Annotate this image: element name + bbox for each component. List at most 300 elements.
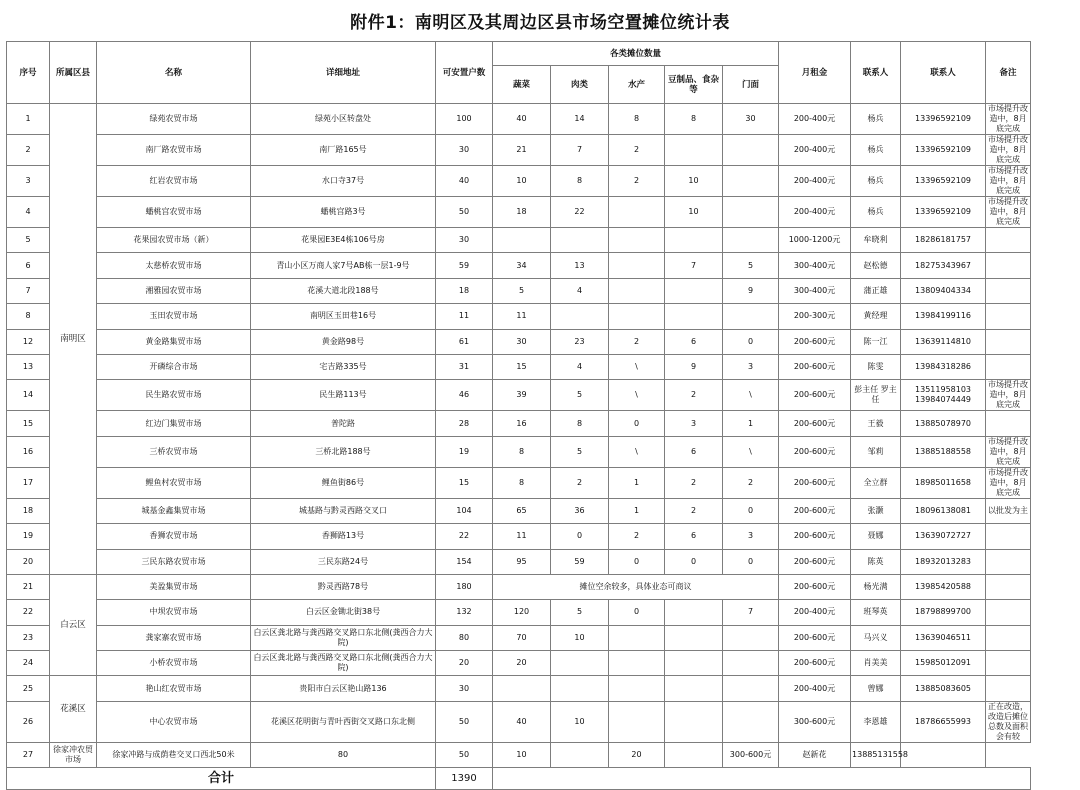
cell-meat: 10 — [551, 625, 609, 650]
total-value: 1390 — [436, 768, 493, 790]
cell-name: 美盈集贸市场 — [97, 574, 251, 599]
cell-remark — [986, 549, 1031, 574]
cell-remark — [901, 742, 986, 767]
cell-address: 绿苑小区转盘处 — [251, 104, 436, 135]
cell-meat — [551, 228, 609, 253]
cell-aquatic — [609, 228, 665, 253]
cell-contact: 陈一江 — [851, 329, 901, 354]
cell-tofu: 6 — [665, 329, 723, 354]
header-row-top — [7, 42, 1031, 66]
cell-capacity: 40 — [436, 166, 493, 197]
cell-tofu: 8 — [665, 104, 723, 135]
cell-address: 三桥北路188号 — [251, 436, 436, 467]
cell-seq: 2 — [7, 135, 50, 166]
table-row — [7, 574, 1031, 599]
cell-address: 花果园E3E4栋106号房 — [251, 228, 436, 253]
cell-phone: 13639046511 — [901, 625, 986, 650]
cell-capacity: 20 — [436, 651, 493, 676]
table-row — [7, 701, 1031, 742]
cell-meat: 23 — [551, 329, 609, 354]
cell-meat: 36 — [551, 498, 609, 523]
cell-name: 中心农贸市场 — [97, 701, 251, 742]
cell-veg: 34 — [493, 253, 551, 278]
cell-shopfront: \ — [723, 436, 779, 467]
cell-seq: 19 — [7, 524, 50, 549]
cell-capacity: 11 — [436, 304, 493, 329]
cell-shopfront: 7 — [723, 600, 779, 625]
cell-address: 三民东路24号 — [251, 549, 436, 574]
cell-capacity: 22 — [436, 524, 493, 549]
cell-name: 湘雅园农贸市场 — [97, 278, 251, 303]
cell-phone: 13984318286 — [901, 354, 986, 379]
cell-rent: 1000-1200元 — [779, 228, 851, 253]
cell-rent: 200-400元 — [779, 676, 851, 701]
cell-phone: 13639072727 — [901, 524, 986, 549]
cell-rent: 200-400元 — [779, 600, 851, 625]
cell-aquatic — [609, 701, 665, 742]
cell-address: 鲤鱼街86号 — [251, 467, 436, 498]
cell-address: 青山小区万商人家7号AB栋一层1-9号 — [251, 253, 436, 278]
cell-aquatic — [609, 651, 665, 676]
cell-tofu: 3 — [665, 411, 723, 436]
cell-aquatic — [609, 278, 665, 303]
table-row — [7, 436, 1031, 467]
cell-name: 徐家冲农贸市场 — [50, 742, 97, 767]
cell-name: 民生路农贸市场 — [97, 380, 251, 411]
cell-veg: 39 — [493, 380, 551, 411]
cell-veg: 10 — [493, 166, 551, 197]
cell-rent: 200-600元 — [779, 574, 851, 599]
cell-meat: 8 — [551, 166, 609, 197]
cell-phone: 18786655993 — [901, 701, 986, 742]
cell-veg — [493, 228, 551, 253]
cell-meat: 0 — [551, 524, 609, 549]
cell-tofu — [665, 701, 723, 742]
cell-name: 太慈桥农贸市场 — [97, 253, 251, 278]
table-row — [7, 549, 1031, 574]
table-row — [7, 411, 1031, 436]
cell-meat: 8 — [551, 411, 609, 436]
cell-shopfront — [723, 701, 779, 742]
cell-tofu — [665, 600, 723, 625]
cell-name: 开磷综合市场 — [97, 354, 251, 379]
cell-name: 南厂路农贸市场 — [97, 135, 251, 166]
cell-shopfront — [723, 135, 779, 166]
cell-rent: 200-400元 — [779, 104, 851, 135]
cell-capacity: 46 — [436, 380, 493, 411]
cell-meat: 14 — [551, 104, 609, 135]
table-row — [7, 135, 1031, 166]
cell-name: 玉田农贸市场 — [97, 304, 251, 329]
cell-contact: 肖美美 — [851, 651, 901, 676]
table-row — [7, 253, 1031, 278]
cell-remark — [986, 253, 1031, 278]
cell-remark — [986, 278, 1031, 303]
table-row — [7, 354, 1031, 379]
cell-phone: 18275343967 — [901, 253, 986, 278]
cell-name: 龚家寨农贸市场 — [97, 625, 251, 650]
cell-tofu: 2 — [665, 467, 723, 498]
cell-meat — [551, 676, 609, 701]
cell-capacity: 100 — [436, 104, 493, 135]
table-row — [7, 467, 1031, 498]
cell-contact: 杨兵 — [851, 104, 901, 135]
cell-aquatic — [609, 625, 665, 650]
cell-seq: 4 — [7, 197, 50, 228]
cell-rent: 200-600元 — [779, 651, 851, 676]
header-tofu: 豆制品、食杂等 — [665, 66, 723, 104]
cell-veg: 11 — [493, 524, 551, 549]
table-row — [7, 278, 1031, 303]
cell-remark: 市场提升改造中，8月底完成 — [986, 380, 1031, 411]
cell-phone: 13396592109 — [901, 135, 986, 166]
cell-rent: 200-600元 — [779, 524, 851, 549]
cell-shopfront: 0 — [723, 329, 779, 354]
cell-address: 花溪大道北段188号 — [251, 278, 436, 303]
cell-phone: 13809404334 — [901, 278, 986, 303]
cell-aquatic — [609, 197, 665, 228]
cell-phone: 13396592109 — [901, 197, 986, 228]
cell-contact: 牟晓利 — [851, 228, 901, 253]
cell-shopfront — [723, 166, 779, 197]
cell-aquatic: \ — [609, 436, 665, 467]
table-row — [7, 676, 1031, 701]
cell-phone: 13885188558 — [901, 436, 986, 467]
cell-name: 黄金路集贸市场 — [97, 329, 251, 354]
cell-rent: 300-400元 — [779, 253, 851, 278]
table-row — [7, 228, 1031, 253]
cell-tofu: 2 — [665, 498, 723, 523]
cell-meat: 5 — [551, 600, 609, 625]
header-shopfront: 门面 — [723, 66, 779, 104]
cell-name: 蟠桃宫农贸市场 — [97, 197, 251, 228]
cell-remark: 市场提升改造中，8月底完成 — [986, 135, 1031, 166]
cell-contact: 班琴英 — [851, 600, 901, 625]
cell-veg: 11 — [493, 304, 551, 329]
cell-name: 小桥农贸市场 — [97, 651, 251, 676]
cell-aquatic: 1 — [609, 498, 665, 523]
cell-aquatic — [551, 742, 609, 767]
cell-aquatic: 0 — [609, 411, 665, 436]
table-row — [7, 651, 1031, 676]
cell-seq: 27 — [7, 742, 50, 767]
cell-remark — [986, 411, 1031, 436]
cell-seq: 21 — [7, 574, 50, 599]
cell-veg: 20 — [493, 651, 551, 676]
cell-meat: 2 — [551, 467, 609, 498]
cell-address: 白云区金锄北街38号 — [251, 600, 436, 625]
total-empty-cell — [493, 768, 1031, 790]
cell-capacity: 19 — [436, 436, 493, 467]
cell-capacity: 28 — [436, 411, 493, 436]
cell-name: 红边门集贸市场 — [97, 411, 251, 436]
cell-remark: 以批发为主 — [986, 498, 1031, 523]
cell-rent: 200-600元 — [779, 625, 851, 650]
cell-remark — [986, 228, 1031, 253]
cell-name: 香狮农贸市场 — [97, 524, 251, 549]
cell-shopfront: 9 — [723, 278, 779, 303]
cell-tofu — [665, 625, 723, 650]
cell-name: 艳山红农贸市场 — [97, 676, 251, 701]
cell-tofu — [665, 278, 723, 303]
cell-remark — [986, 651, 1031, 676]
cell-phone: 18985011658 — [901, 467, 986, 498]
cell-rent: 200-600元 — [779, 467, 851, 498]
header-category-group: 各类摊位数量 — [493, 42, 779, 66]
cell-contact: 杨兵 — [851, 135, 901, 166]
cell-capacity: 50 — [436, 701, 493, 742]
cell-seq: 23 — [7, 625, 50, 650]
cell-remark: 市场提升改造中，8月底完成 — [986, 436, 1031, 467]
cell-seq: 18 — [7, 498, 50, 523]
cell-remark — [986, 676, 1031, 701]
cell-veg: 50 — [436, 742, 493, 767]
table-row — [7, 380, 1031, 411]
cell-tofu — [665, 228, 723, 253]
cell-contact: 马兴义 — [851, 625, 901, 650]
cell-rent: 200-600元 — [779, 549, 851, 574]
table-row — [7, 625, 1031, 650]
total-label: 合计 — [7, 768, 436, 790]
cell-tofu — [665, 135, 723, 166]
cell-rent: 200-600元 — [779, 436, 851, 467]
cell-veg: 65 — [493, 498, 551, 523]
cell-rent: 200-600元 — [779, 380, 851, 411]
cell-contact: 张灏 — [851, 498, 901, 523]
cell-veg: 40 — [493, 104, 551, 135]
cell-shopfront: 2 — [723, 467, 779, 498]
cell-capacity: 80 — [251, 742, 436, 767]
cell-name: 三桥农贸市场 — [97, 436, 251, 467]
cell-shopfront — [723, 676, 779, 701]
cell-seq: 3 — [7, 166, 50, 197]
cell-aquatic: 0 — [609, 549, 665, 574]
cell-tofu: 6 — [665, 436, 723, 467]
cell-phone: 13396592109 — [901, 166, 986, 197]
cell-phone: 13396592109 — [901, 104, 986, 135]
cell-address: 普陀路 — [251, 411, 436, 436]
cell-aquatic: 2 — [609, 166, 665, 197]
cell-rent: 300-600元 — [779, 701, 851, 742]
cell-contact: 蒲正雄 — [851, 278, 901, 303]
cell-seq: 5 — [7, 228, 50, 253]
cell-address: 南明区玉田巷16号 — [251, 304, 436, 329]
cell-rent: 300-400元 — [779, 278, 851, 303]
cell-address: 香狮路13号 — [251, 524, 436, 549]
cell-phone: 18932013283 — [901, 549, 986, 574]
cell-contact: 赵松德 — [851, 253, 901, 278]
cell-tofu — [665, 676, 723, 701]
table-row — [7, 498, 1031, 523]
cell-remark — [986, 600, 1031, 625]
cell-shopfront — [665, 742, 723, 767]
cell-veg: 8 — [493, 467, 551, 498]
cell-meat: 13 — [551, 253, 609, 278]
cell-veg — [493, 676, 551, 701]
cell-remark — [986, 625, 1031, 650]
cell-address: 徐家冲路与成荫巷交叉口西北50米 — [97, 742, 251, 767]
cell-capacity: 61 — [436, 329, 493, 354]
cell-meat: 4 — [551, 278, 609, 303]
cell-veg: 40 — [493, 701, 551, 742]
cell-address: 蟠桃宫路3号 — [251, 197, 436, 228]
cell-meat: 7 — [551, 135, 609, 166]
cell-seq: 22 — [7, 600, 50, 625]
cell-phone: 13984199116 — [901, 304, 986, 329]
cell-capacity: 30 — [436, 228, 493, 253]
cell-contact: 杨兵 — [851, 197, 901, 228]
cell-contact: 聂娜 — [851, 524, 901, 549]
cell-tofu — [665, 651, 723, 676]
cell-phone: 13885078970 — [901, 411, 986, 436]
table-row — [7, 197, 1031, 228]
cell-seq: 16 — [7, 436, 50, 467]
cell-veg: 30 — [493, 329, 551, 354]
cell-seq: 6 — [7, 253, 50, 278]
cell-meat: 4 — [551, 354, 609, 379]
cell-veg: 70 — [493, 625, 551, 650]
cell-veg: 15 — [493, 354, 551, 379]
cell-district: 花溪区 — [50, 676, 97, 742]
cell-remark — [986, 524, 1031, 549]
cell-remark: 市场提升改造中，8月底完成 — [986, 467, 1031, 498]
cell-veg: 18 — [493, 197, 551, 228]
cell-name: 红岩农贸市场 — [97, 166, 251, 197]
cell-rent: 200-600元 — [779, 498, 851, 523]
cell-phone: 18286181757 — [901, 228, 986, 253]
cell-seq: 15 — [7, 411, 50, 436]
cell-address: 白云区龚北路与龚西路交叉路口东北侧(龚西合力大院) — [251, 651, 436, 676]
header-district: 所属区县 — [50, 42, 97, 104]
cell-aquatic — [609, 304, 665, 329]
cell-capacity: 18 — [436, 278, 493, 303]
cell-seq: 20 — [7, 549, 50, 574]
cell-address: 水口寺37号 — [251, 166, 436, 197]
cell-rent: 300-600元 — [723, 742, 779, 767]
cell-capacity: 30 — [436, 676, 493, 701]
cell-meat: 10 — [493, 742, 551, 767]
cell-address: 贵阳市白云区艳山路136 — [251, 676, 436, 701]
cell-remark — [986, 329, 1031, 354]
cell-aquatic: 8 — [609, 104, 665, 135]
cell-district: 白云区 — [50, 574, 97, 676]
cell-shopfront: 1 — [723, 411, 779, 436]
cell-seq: 7 — [7, 278, 50, 303]
cell-contact: 王毅 — [851, 411, 901, 436]
table-row — [7, 329, 1031, 354]
table-row — [7, 304, 1031, 329]
cell-meat: 5 — [551, 380, 609, 411]
cell-meat — [551, 304, 609, 329]
cell-capacity: 80 — [436, 625, 493, 650]
cell-contact: 杨兵 — [851, 166, 901, 197]
cell-remark — [986, 574, 1031, 599]
cell-veg: 95 — [493, 549, 551, 574]
cell-phone: 18798899700 — [901, 600, 986, 625]
cell-tofu: 7 — [665, 253, 723, 278]
cell-remark: 市场提升改造中，8月底完成 — [986, 166, 1031, 197]
cell-address: 城基路与黔灵西路交叉口 — [251, 498, 436, 523]
cell-contact: 赵新花 — [779, 742, 851, 767]
cell-address: 白云区龚北路与龚西路交叉路口东北侧(龚西合力大院) — [251, 625, 436, 650]
cell-phone: 13511958103 13984074449 — [901, 380, 986, 411]
cell-address: 宅吉路335号 — [251, 354, 436, 379]
cell-contact: 陈英 — [851, 549, 901, 574]
cell-tofu: 2 — [665, 380, 723, 411]
cell-meat: 10 — [551, 701, 609, 742]
cell-aquatic: 2 — [609, 329, 665, 354]
cell-phone: 13985420588 — [901, 574, 986, 599]
cell-phone: 13885131558 — [851, 742, 901, 767]
cell-name: 三民东路农贸市场 — [97, 549, 251, 574]
cell-rent: 200-600元 — [779, 354, 851, 379]
cell-shopfront: 30 — [723, 104, 779, 135]
cell-shopfront: \ — [723, 380, 779, 411]
cell-phone: 13639114810 — [901, 329, 986, 354]
cell-aquatic: 1 — [609, 467, 665, 498]
table-row — [7, 524, 1031, 549]
cell-shopfront: 3 — [723, 354, 779, 379]
cell-address: 花溪区花明街与青叶西街交叉路口东北侧 — [251, 701, 436, 742]
cell-seq: 14 — [7, 380, 50, 411]
cell-remark: 市场提升改造中，8月底完成 — [986, 197, 1031, 228]
cell-contact: 邹莉 — [851, 436, 901, 467]
header-meat: 肉类 — [551, 66, 609, 104]
cell-phone: 18096138081 — [901, 498, 986, 523]
cell-veg: 8 — [493, 436, 551, 467]
cell-capacity: 50 — [436, 197, 493, 228]
cell-contact: 李恩雄 — [851, 701, 901, 742]
cell-veg: 21 — [493, 135, 551, 166]
header-name: 名称 — [97, 42, 251, 104]
cell-aquatic: 2 — [609, 524, 665, 549]
page-title: 附件1：南明区及其周边区县市场空置摊位统计表 — [350, 13, 730, 33]
table-row — [7, 104, 1031, 135]
cell-remark — [986, 354, 1031, 379]
cell-shopfront — [723, 228, 779, 253]
cell-phone: 15985012091 — [901, 651, 986, 676]
cell-meat: 22 — [551, 197, 609, 228]
cell-contact: 彭主任 罗主任 — [851, 380, 901, 411]
cell-shopfront — [723, 197, 779, 228]
cell-tofu: 10 — [665, 166, 723, 197]
cell-rent: 200-600元 — [779, 329, 851, 354]
cell-rent: 200-400元 — [779, 197, 851, 228]
cell-veg: 120 — [493, 600, 551, 625]
cell-shopfront — [723, 651, 779, 676]
cell-remark — [986, 304, 1031, 329]
cell-contact: 曾娜 — [851, 676, 901, 701]
cell-address: 黔灵西路78号 — [251, 574, 436, 599]
cell-veg: 16 — [493, 411, 551, 436]
cell-seq: 26 — [7, 701, 50, 742]
cell-aquatic: \ — [609, 380, 665, 411]
cell-capacity: 132 — [436, 600, 493, 625]
cell-remark: 市场提升改造中，8月底完成 — [986, 104, 1031, 135]
cell-rent: 200-400元 — [779, 166, 851, 197]
cell-tofu: 20 — [609, 742, 665, 767]
cell-district: 南明区 — [50, 104, 97, 575]
header-seq: 序号 — [7, 42, 50, 104]
cell-name: 绿苑农贸市场 — [97, 104, 251, 135]
cell-rent: 200-400元 — [779, 135, 851, 166]
cell-contact: 陈雯 — [851, 354, 901, 379]
cell-contact: 全立群 — [851, 467, 901, 498]
total-row — [7, 768, 1031, 790]
cell-name: 鲤鱼村农贸市场 — [97, 467, 251, 498]
cell-capacity: 59 — [436, 253, 493, 278]
cell-seq: 24 — [7, 651, 50, 676]
